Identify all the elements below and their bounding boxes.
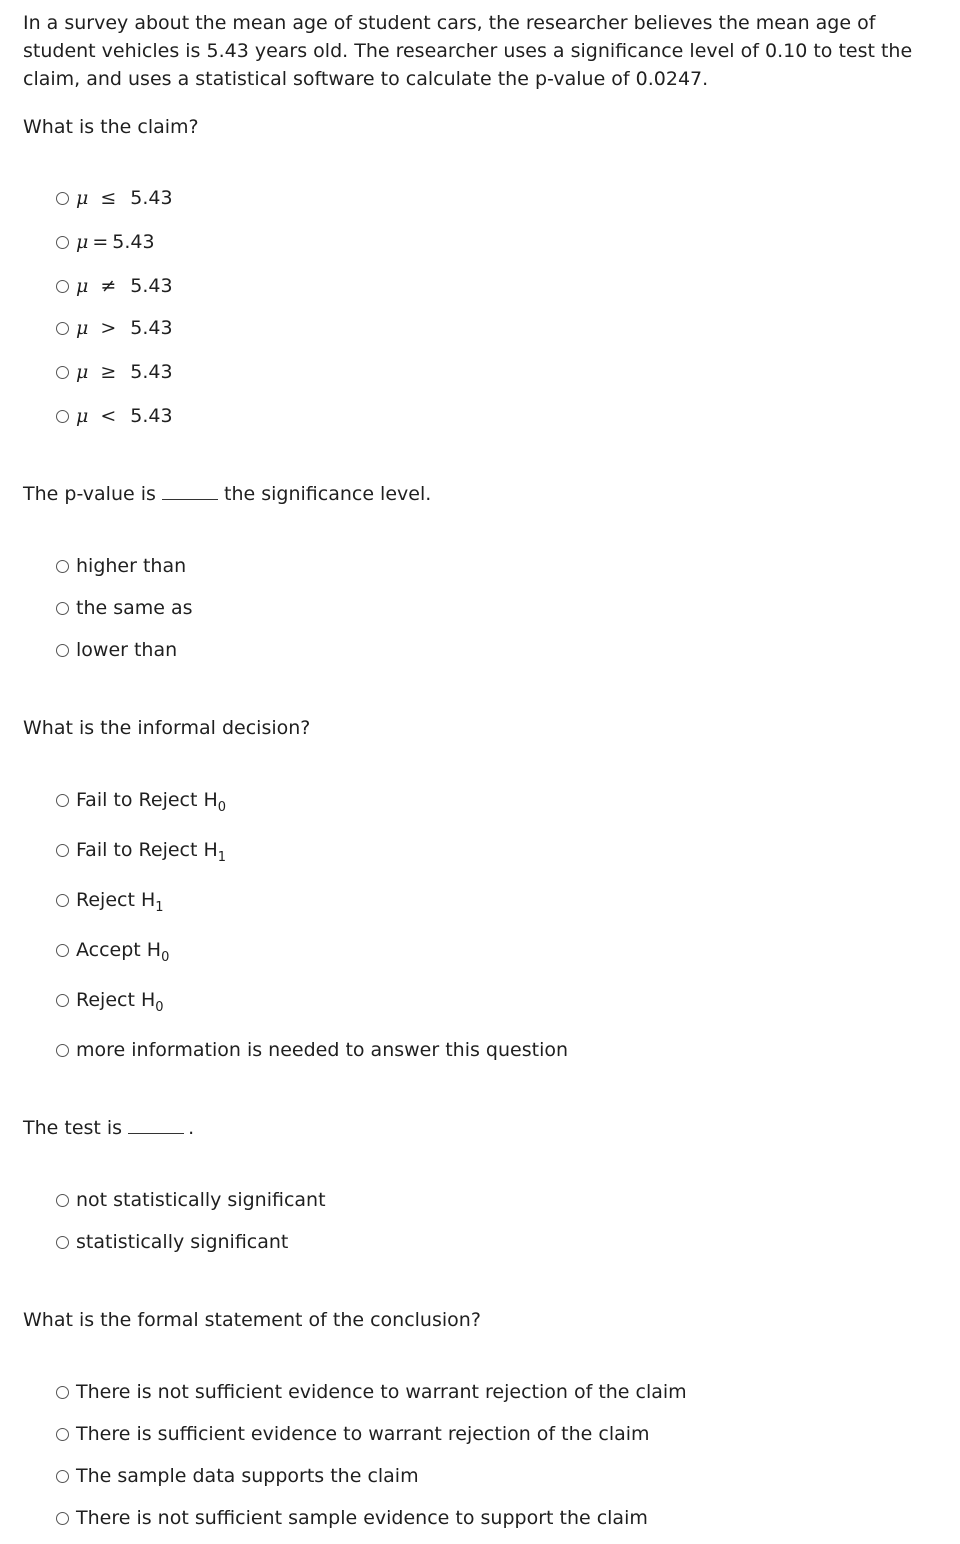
radio-circle[interactable] [56, 894, 69, 907]
radio-circle[interactable] [56, 1044, 69, 1057]
conclusion-option-4[interactable] [56, 1505, 648, 1531]
radio-circle[interactable] [56, 322, 69, 335]
claim-option-le[interactable] [56, 185, 173, 211]
test-option-label: statistically significant [76, 1231, 289, 1253]
pvalue-option-higher[interactable] [56, 553, 186, 579]
pvalue-question: The p-value is the significance level. [23, 483, 432, 505]
pvalue-option-label: the same as [76, 597, 193, 619]
claim-option-label: μ ≤ 5.43 [76, 187, 173, 209]
test-option-significant[interactable] [56, 1229, 288, 1255]
question-intro: In a survey about the mean age of student cars, the researcher believes the mean age of student vehicles is 5.43 years old. The researcher uses a significance level of 0.10 to test the claim, and uses a statistical software to calculate the p-value of 0.0247. [23, 12, 913, 90]
radio-circle[interactable] [56, 1428, 69, 1441]
conclusion-option-label: There is not sufficient sample evidence to support the claim [76, 1507, 648, 1529]
decision-option-fail-reject-h0[interactable] [56, 787, 226, 813]
conclusion-option-label: The sample data supports the claim [76, 1465, 419, 1487]
pvalue-option-label: higher than [76, 555, 187, 577]
radio-circle[interactable] [56, 794, 69, 807]
decision-option-label: Accept $H_0$ [76, 939, 170, 965]
conclusion-option-label: There is sufficient evidence to warrant rejection of the claim [76, 1423, 650, 1445]
claim-option-label: μ ≠ 5.43 [76, 275, 173, 297]
answer-blank [162, 483, 218, 500]
conclusion-question: What is the formal statement of the conclusion? [23, 1309, 481, 1331]
decision-option-reject-h1[interactable] [56, 887, 164, 913]
conclusion-option-label: There is not sufficient evidence to warrant rejection of the claim [76, 1381, 687, 1403]
radio-circle[interactable] [56, 192, 69, 205]
conclusion-option-1[interactable] [56, 1379, 687, 1405]
test-option-label: not statistically significant [76, 1189, 326, 1211]
claim-option-label: μ ≥ 5.43 [76, 361, 173, 383]
conclusion-option-3[interactable] [56, 1463, 419, 1489]
radio-circle[interactable] [56, 602, 69, 615]
claim-option-eq[interactable] [56, 229, 155, 255]
radio-circle[interactable] [56, 1512, 69, 1525]
answer-blank [128, 1117, 184, 1134]
radio-circle[interactable] [56, 1194, 69, 1207]
radio-circle[interactable] [56, 844, 69, 857]
decision-option-label: Reject $H_1$ [76, 889, 164, 915]
radio-circle[interactable] [56, 560, 69, 573]
pvalue-option-label: lower than [76, 639, 178, 661]
decision-option-label: Reject $H_0$ [76, 989, 164, 1015]
claim-option-label: μ = 5.43 [76, 231, 155, 253]
test-option-not-significant[interactable] [56, 1187, 326, 1213]
conclusion-option-2[interactable] [56, 1421, 650, 1447]
claim-option-label: μ < 5.43 [76, 405, 173, 427]
radio-circle[interactable] [56, 410, 69, 423]
decision-option-fail-reject-h1[interactable] [56, 837, 226, 863]
radio-circle[interactable] [56, 944, 69, 957]
pvalue-option-lower[interactable] [56, 637, 177, 663]
radio-circle[interactable] [56, 1386, 69, 1399]
decision-option-label: Fail to Reject $H_0$ [76, 789, 227, 815]
radio-circle[interactable] [56, 366, 69, 379]
test-question: The test is . [23, 1117, 195, 1139]
radio-circle[interactable] [56, 236, 69, 249]
radio-circle[interactable] [56, 644, 69, 657]
decision-option-accept-h0[interactable] [56, 937, 169, 963]
claim-option-gt[interactable] [56, 315, 173, 341]
decision-question: What is the informal decision? [23, 717, 311, 739]
radio-circle[interactable] [56, 280, 69, 293]
claim-option-label: μ > 5.43 [76, 317, 173, 339]
decision-option-label: Fail to Reject $H_1$ [76, 839, 227, 865]
decision-option-more-info[interactable] [56, 1037, 568, 1063]
claim-option-lt[interactable] [56, 403, 173, 429]
decision-option-label: more information is needed to answer this question [76, 1039, 569, 1061]
claim-question: What is the claim? [23, 116, 199, 138]
claim-option-ne[interactable] [56, 273, 173, 299]
radio-circle[interactable] [56, 994, 69, 1007]
pvalue-option-same[interactable] [56, 595, 193, 621]
radio-circle[interactable] [56, 1236, 69, 1249]
claim-option-ge[interactable] [56, 359, 173, 385]
decision-option-reject-h0[interactable] [56, 987, 164, 1013]
radio-circle[interactable] [56, 1470, 69, 1483]
